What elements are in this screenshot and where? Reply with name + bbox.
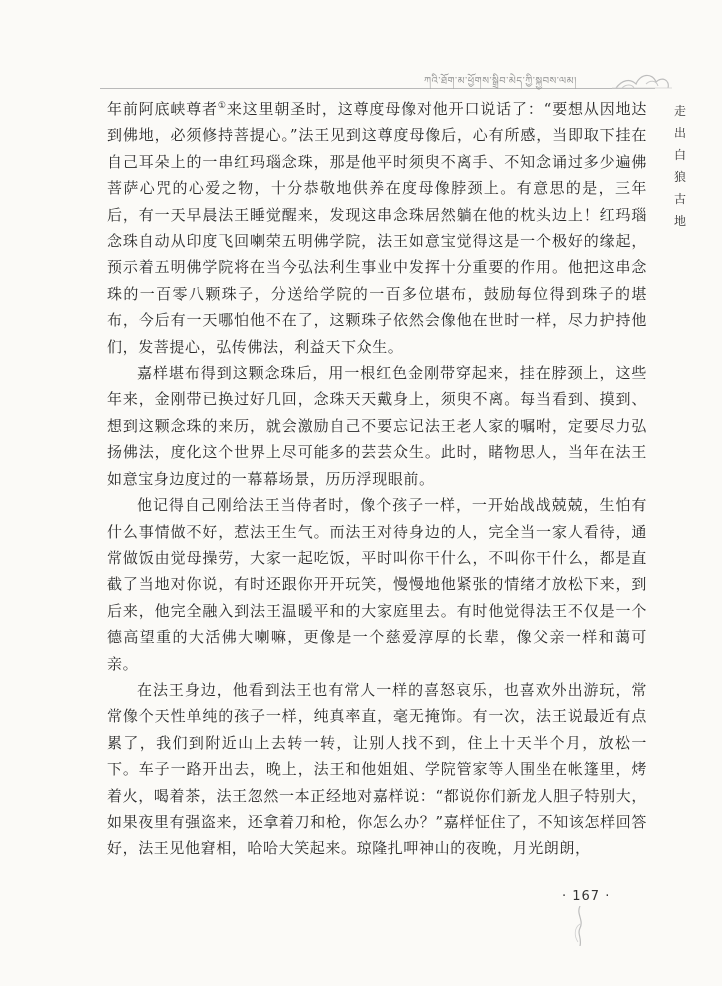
side-title-char: 古: [673, 192, 686, 206]
paragraph: 他记得自己刚给法王当侍者时，像个孩子一样，一开始战战兢兢，生怕有什么事情做不好，惹法王生气。而法王对待身边的人，完全当一家人看待，通常做饭由觉母操劳，大家一起吃饭，平时叫你干什么，不叫你干什么，都是直截了当地对你说，有时还跟你开开玩笑，慢慢地他紧张的情绪才放松下来，到后来，他完全融入到法王温暖平和的大家庭里去。有时他觉得法王不仅是一个德高望重的大活佛大喇嘛，更像是一个慈爱淳厚的长辈，像父亲一样和蔼可亲。: [107, 496, 647, 673]
paragraph: [107, 96, 647, 360]
side-chapter-title: [670, 100, 690, 232]
paragraph-text: 年前阿底峡尊者: [107, 100, 218, 118]
tassel-ornament-icon: [568, 906, 592, 946]
cloud-scroll-ornament-icon: [612, 58, 672, 98]
body-text: [107, 96, 647, 862]
page-number: · 167 ·: [562, 889, 611, 904]
side-title-char: 地: [673, 214, 686, 228]
side-title-char: 走: [673, 104, 686, 118]
paragraph-text: 来这里朝圣时，这尊度母像对他开口说话了：“要想从因地达到佛地，必须修持菩提心。”法王见到这尊度母像后，心有所感，当即取下挂在自己耳朵上的一串红玛瑙念珠，那是他平时须臾不离手、不知念诵过多少遍佛菩萨心咒的心爱之物，十分恭敬地供养在度母像脖颈上。有意思的是，三年后，有一天早晨法王睡觉醒来，发现这串念珠居然躺在他的枕头边上！红玛瑙念珠自动从印度飞回喇荣五明佛学院，法王如意宝觉得这是一个极好的缘起，预示着五明佛学院将在当今弘法利生事业中发挥十分重要的作用。他把这串念珠的一百零八颗珠子，分送给学院的一百多位堪布，鼓励每位得到珠子的堪布，今后有一天哪怕他不在了，这颗珠子依然会像他在世时一样，尽力护持他们，发菩提心，弘传佛法，利益天下众生。: [107, 100, 648, 356]
footnote-marker[interactable]: ①: [217, 101, 227, 111]
side-title-char: 出: [673, 126, 686, 140]
paragraph: 嘉样堪布得到这颗念珠后，用一根红色金刚带穿起来，挂在脖颈上，这些年来，金刚带已换过好几回，念珠天天戴身上，须臾不离。每当看到、摸到、想到这颗念珠的来历，就会激励自己不要忘记法王老人家的嘱咐，定要尽力弘扬佛法，度化这个世界上尽可能多的芸芸众生。此时，睹物思人，当年在法王如意宝身边度过的一幕幕场景，历历浮现眼前。: [107, 364, 647, 488]
paragraph: 在法王身边，他看到法王也有常人一样的喜怒哀乐，也喜欢外出游玩，常常像个天性单纯的孩子一样，纯真率直，毫无掩饰。有一次，法王说最近有点累了，我们到附近山上去转一转，让别人找不到，住上十天半个月，放松一下。车子一路开出去，晚上，法王和他姐姐、学院管家等人围坐在帐篷里，烤着火，喝着茶，法王忽然一本正经地对嘉样说：“都说你们新龙人胆子特别大，如果夜里有强盗来，还拿着刀和枪，你怎么办？”嘉样怔住了，不知该怎样回答好，法王见他窘相，哈哈大笑起来。琼隆扎呷神山的夜晚，月光朗朗，: [107, 680, 647, 858]
side-title-char: 狼: [673, 170, 686, 184]
header-tibetan-title: ཀའི་ཐོག་མ་ཕྱོགས་སྒྲིབ་མེད་ཀྱི་སྐྱབས་ལམ།: [424, 76, 577, 87]
side-title-char: 白: [673, 148, 686, 162]
